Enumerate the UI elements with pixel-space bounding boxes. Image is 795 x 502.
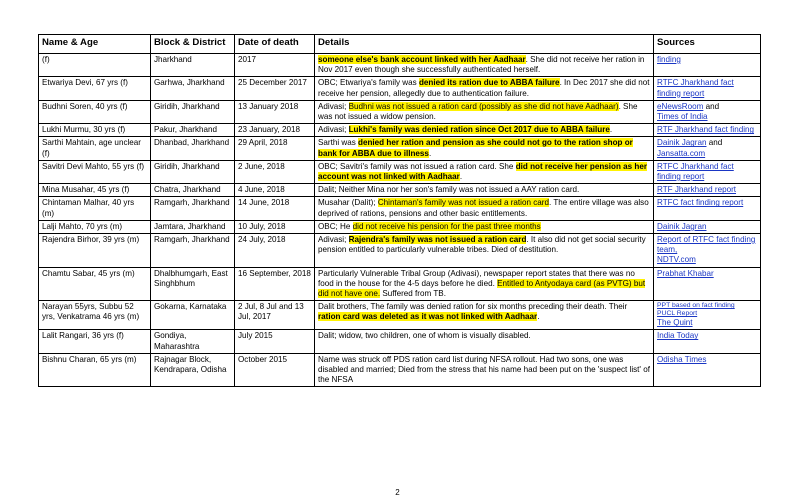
source-link[interactable]: Dainik Jagran	[657, 138, 707, 148]
details-cell	[315, 124, 654, 137]
details-cell	[315, 184, 654, 197]
details-text: Dalit brothers, The family was denied ration for six months preceding their death. Their	[318, 302, 628, 312]
name-age-cell: Lalji Mahto, 70 yrs (m)	[39, 220, 151, 233]
date-cell: 2 Jul, 8 Jul and 13 Jul, 2017	[235, 301, 315, 330]
details-cell	[315, 301, 654, 330]
details-text: OBC; He	[318, 221, 353, 231]
source-link[interactable]: The Quint	[657, 318, 693, 328]
details-text: . She was not issued a widow pension.	[318, 101, 638, 122]
highlighted-text: Rajendra's family was not issued a ration card	[348, 235, 527, 245]
name-age-cell: Chintaman Malhar, 40 yrs (m)	[39, 197, 151, 220]
highlighted-text: Chintaman's family was not issued a ration card	[377, 198, 549, 208]
district-cell: Ramgarh, Jharkhand	[151, 234, 235, 268]
district-cell: Garhwa, Jharkhand	[151, 77, 235, 100]
source-link[interactable]: Report of RTFC fact finding team,	[657, 235, 756, 255]
details-text: Name was struck off PDS ration card list during NFSA rollout. Had two sons, one was disabled and married; Died from the stress that his name had been put on the 'suspect list' of the NFSA	[318, 354, 650, 385]
header-date-of-death: Date of death	[235, 35, 315, 54]
details-text: Sarthi was	[318, 138, 359, 148]
table-row	[39, 77, 761, 100]
details-text: Dalit; Neither Mina nor her son's family was not issued a AAY ration card.	[318, 185, 580, 195]
highlighted-text: did not receive his pension for the past three months	[352, 221, 541, 231]
sources-cell	[654, 54, 761, 77]
table-body	[39, 54, 761, 387]
sources-cell	[654, 234, 761, 268]
name-age-cell: Budhni Soren, 40 yrs (f)	[39, 100, 151, 123]
header-name-age: Name & Age	[39, 35, 151, 54]
name-age-cell: Chamtu Sabar, 45 yrs (m)	[39, 267, 151, 301]
source-separator: and	[703, 101, 720, 111]
district-cell: Jharkhand	[151, 54, 235, 77]
source-link[interactable]: India Today	[657, 331, 699, 341]
sources-cell	[654, 184, 761, 197]
details-text: Particularly Vulnerable Tribal Group (Adivasi), newspaper report states that there was no food in the house for the 4-5 days before he died.	[318, 268, 635, 288]
source-link[interactable]: Dainik Jagran	[657, 221, 707, 231]
details-text: .	[537, 312, 540, 322]
source-link[interactable]: PPT based on fact finding	[657, 302, 735, 310]
date-cell: 24 July, 2018	[235, 234, 315, 268]
table-row	[39, 184, 761, 197]
district-cell: Dhalbhumgarh, East Singhbhum	[151, 267, 235, 301]
source-link[interactable]: RTFC Jharkhand fact finding report	[657, 78, 734, 98]
district-cell: Dhanbad, Jharkhand	[151, 137, 235, 160]
district-cell: Jamtara, Jharkhand	[151, 220, 235, 233]
source-link[interactable]: Prabhat Khabar	[657, 268, 714, 278]
table-row	[39, 197, 761, 220]
source-link[interactable]: RTFC fact finding report	[657, 198, 744, 208]
source-link[interactable]: Odisha Times	[657, 354, 707, 364]
source-link[interactable]: NDTV.com	[657, 255, 696, 265]
highlighted-text: ration card was deleted as it was not linked with Aadhaar	[318, 312, 538, 322]
sources-cell	[654, 330, 761, 353]
table-row	[39, 100, 761, 123]
details-text: .	[428, 148, 432, 158]
name-age-cell: Lukhi Murmu, 30 yrs (f)	[39, 124, 151, 137]
details-cell	[315, 197, 654, 220]
name-age-cell: Rajendra Birhor, 39 yrs (m)	[39, 234, 151, 268]
page-number: 2	[395, 488, 400, 497]
table-row	[39, 124, 761, 137]
details-text: . She did not receive her ration in Nov 2017 even though she successfully authenticated herself.	[318, 55, 645, 75]
highlighted-text: denied her ration and pension as she could not go to the ration shop or bank for ABBA due to illness	[318, 138, 633, 158]
header-details: Details	[315, 35, 654, 54]
highlighted-text: denied its ration due to ABBA failure	[418, 78, 560, 88]
sources-cell	[654, 137, 761, 160]
district-cell: Gondiya, Maharashtra	[151, 330, 235, 353]
date-cell: October 2015	[235, 353, 315, 387]
date-cell: 29 April, 2018	[235, 137, 315, 160]
details-cell	[315, 267, 654, 301]
district-cell: Giridih, Jharkhand	[151, 160, 235, 183]
date-cell: 16 September, 2018	[235, 267, 315, 301]
table-row	[39, 353, 761, 387]
table-row	[39, 137, 761, 160]
details-text: . The entire village was also deprived of rations, pensions and other basic entitlements.	[318, 198, 649, 218]
district-cell: Ramgarh, Jharkhand	[151, 197, 235, 220]
date-cell: 14 June, 2018	[235, 197, 315, 220]
date-cell: 13 January 2018	[235, 100, 315, 123]
details-text: OBC; Savitri's family was not issued a ration card. She	[318, 161, 516, 171]
details-cell	[315, 54, 654, 77]
source-link[interactable]: RTF Jharkhand report	[657, 185, 737, 195]
table-row	[39, 330, 761, 353]
sources-cell	[654, 100, 761, 123]
date-cell: 10 July, 2018	[235, 220, 315, 233]
source-link[interactable]: RTFC Jharkhand fact finding report	[657, 161, 734, 182]
table-row	[39, 234, 761, 268]
source-link[interactable]: Jansatta.com	[657, 148, 706, 158]
details-cell	[315, 220, 654, 233]
highlighted-text: did not receive her pension as her account was not linked with Aadhaar	[318, 161, 648, 182]
header-block-district: Block & District	[151, 35, 235, 54]
district-cell: Gokarna, Karnataka	[151, 301, 235, 330]
table-row	[39, 301, 761, 330]
details-cell	[315, 77, 654, 100]
table-row	[39, 267, 761, 301]
source-separator: and	[706, 138, 723, 148]
highlighted-text: Lukhi's family was denied ration since Oct 2017 due to ABBA failure	[348, 125, 610, 135]
sources-cell	[654, 124, 761, 137]
highlighted-text: Budhni was not issued a ration card (possibly as she did not have Aadhaar)	[348, 101, 619, 111]
date-cell: 25 December 2017	[235, 77, 315, 100]
details-text: Musahar (Dalit);	[318, 198, 378, 208]
source-link[interactable]: finding	[657, 55, 681, 64]
date-cell: 4 June, 2018	[235, 184, 315, 197]
district-cell: Rajnagar Block, Kendrapara, Odisha	[151, 353, 235, 387]
details-cell	[315, 137, 654, 160]
date-cell: 2 June, 2018	[235, 160, 315, 183]
details-cell	[315, 353, 654, 387]
name-age-cell: Mina Musahar, 45 yrs (f)	[39, 184, 151, 197]
details-text: . It also did not get social security pension entitled to particularly vulnerable tribes. Died of destitution.	[318, 235, 646, 255]
details-cell	[315, 330, 654, 353]
details-text: Suffered from TB.	[380, 289, 446, 299]
details-text: Adivasi;	[318, 235, 349, 245]
details-text: OBC; Etwariya's family was	[318, 78, 419, 88]
table-row	[39, 220, 761, 233]
details-cell	[315, 100, 654, 123]
sources-cell	[654, 267, 761, 301]
district-cell: Chatra, Jharkhand	[151, 184, 235, 197]
district-cell: Giridih, Jharkhand	[151, 100, 235, 123]
sources-cell	[654, 77, 761, 100]
details-text: .	[459, 172, 463, 182]
highlighted-text: Entitled to Antyodaya card (as PVTG) but did not have one.	[318, 278, 646, 299]
details-text: Adivasi;	[318, 101, 349, 111]
date-cell: July 2015	[235, 330, 315, 353]
sources-cell	[654, 220, 761, 233]
sources-cell	[654, 353, 761, 387]
deaths-table	[38, 34, 761, 387]
source-link[interactable]: RTF Jharkhand fact finding	[657, 125, 755, 135]
table-row	[39, 54, 761, 77]
table-row	[39, 160, 761, 183]
source-link[interactable]: eNewsRoom	[657, 101, 704, 111]
sources-cell	[654, 160, 761, 183]
district-cell: Pakur, Jharkhand	[151, 124, 235, 137]
details-cell	[315, 160, 654, 183]
source-link[interactable]: PUCL Report	[657, 310, 698, 318]
details-text: .	[609, 125, 613, 135]
name-age-cell: Narayan 55yrs, Subbu 52 yrs, Venkatrama 46 yrs (m)	[39, 301, 151, 330]
date-cell: 23 January, 2018	[235, 124, 315, 137]
header-row	[39, 35, 761, 54]
source-link[interactable]: Times of India	[657, 112, 708, 122]
date-cell: 2017	[235, 54, 315, 77]
details-text: . In Dec 2017 she did not receive her pension, allegedly due to authentication failure.	[318, 78, 650, 98]
details-cell	[315, 234, 654, 268]
details-text: Dalit; widow, two children, one of whom is visually disabled.	[318, 331, 531, 341]
name-age-cell: Bishnu Charan, 65 yrs (m)	[39, 353, 151, 387]
name-age-cell: Sarthi Mahtain, age unclear (f)	[39, 137, 151, 160]
header-sources: Sources	[654, 35, 761, 54]
sources-cell	[654, 197, 761, 220]
sources-cell	[654, 301, 761, 330]
highlighted-text: someone else's bank account linked with her Aadhaar	[318, 55, 526, 64]
details-text: Adivasi;	[318, 125, 349, 135]
name-age-cell: (f)	[39, 54, 151, 77]
name-age-cell: Etwariya Devi, 67 yrs (f)	[39, 77, 151, 100]
name-age-cell: Savitri Devi Mahto, 55 yrs (f)	[39, 160, 151, 183]
name-age-cell: Lalit Rangari, 36 yrs (f)	[39, 330, 151, 353]
